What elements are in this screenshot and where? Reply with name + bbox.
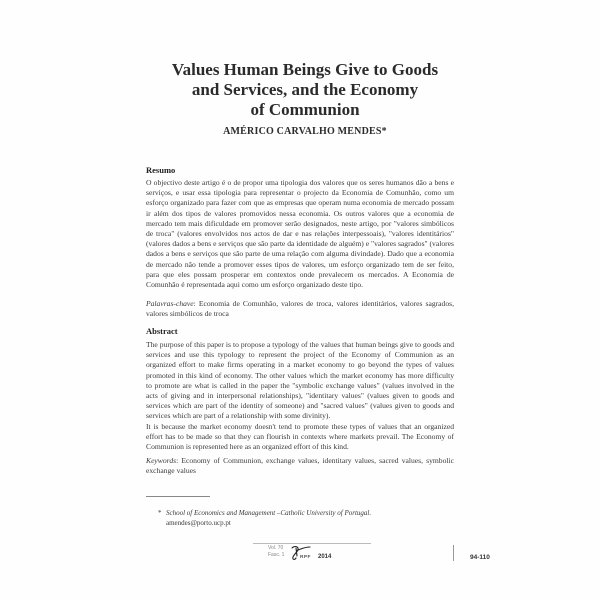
footnote-marker: * xyxy=(158,509,162,517)
resumo-paragraph: O objectivo deste artigo é o de propor uma tipologia dos valores que os seres humanos dão a bens e serviços, e usar essa tipologia para representar o projecto da Economia de Comunhão, como um esforço organizado para fazer com que as empresas que operam numa economia de mercado possam ir além dos tipos de valores promovidos nessa economia. Os outros valores que a economia de mercado tem mais dificuldade em promover serão designados, neste artigo, por "valores simbólicos de troca" (valores envolvidos nos actos de dar e nas relações interpessoais), "valores identitários" (valores dados a bens e serviços que são parte da identidade de alguém) e "valores sagrados" (valores dados a bens e serviços que são parte de uma relação com alguma divindade). Dado que a economia de mercado não tende a promover esses tipos de valores, um esforço organizado tem de ser feito, para que eles possam prosperar em contextos onde prevalecem os mercados. A Economia de Comunhão é representada aqui como um esforço organizado deste tipo. xyxy=(146,178,454,290)
journal-volume-info xyxy=(268,545,284,559)
journal-volume: Vol. 70 xyxy=(268,545,284,551)
title-line: and Services, and the Economy xyxy=(191,80,419,99)
page-side-marker xyxy=(453,545,454,561)
footnote-affiliation: School of Economics and Management –Catholic University of Portugal. xyxy=(166,509,372,517)
abstract-body xyxy=(146,340,454,452)
keywords-list: : Economia de Comunhão, valores de troca, valores identitários, valores sagrados, valores simbólicos de troca xyxy=(146,299,454,319)
author-name: AMÉRICO CARVALHO MENDES* xyxy=(223,126,387,137)
keywords-label: Palavras-chave xyxy=(146,299,194,308)
author-footnote xyxy=(158,508,426,528)
abstract-heading: Abstract xyxy=(146,326,178,336)
journal-abbreviation: RPF xyxy=(300,555,311,560)
footer-divider xyxy=(253,543,371,544)
abstract-keywords xyxy=(146,456,454,476)
journal-fascicle: Fasc. 1 xyxy=(268,552,285,558)
footnote-divider xyxy=(146,496,210,497)
resumo-keywords xyxy=(146,299,454,319)
keywords-list: : Economy of Communion, exchange values, identitary values, sacred values, symbolic exchange values xyxy=(146,456,454,476)
resumo-heading: Resumo xyxy=(146,165,176,175)
resumo-body xyxy=(146,178,454,290)
publication-year: 2014 xyxy=(318,554,332,560)
abstract-paragraph: It is because the market economy doesn't tend to promote these types of values that an organized effort has to be made so that they can flourish in contexts where markets prevail. The Economy of Communion is represented here as an organized effort of this kind. xyxy=(146,421,454,452)
page-range: 94-110 xyxy=(470,554,490,561)
abstract-paragraph: The purpose of this paper is to propose a typology of the values that human beings give to goods and services and use this typology to represent the project of the Economy of Communion as an organized effort to make firms operating in a market economy to go beyond the types of values promoted in this kind of economy. The other values which the market economy has more difficulty to promote are what is called in the paper the "symbolic exchange values" (values involved in the acts of giving and in interpersonal relationships), "identitary values" (values given to goods and services which are part of the identity of someone) and "sacred values" (values given to goods and services which are part of a relationship with some divinity). xyxy=(146,340,454,421)
footnote-email[interactable]: amendes@porto.ucp.pt xyxy=(166,519,231,527)
keywords-label: Keywords xyxy=(146,456,177,465)
paper-title xyxy=(140,60,470,120)
title-line: Values Human Beings Give to Goods xyxy=(171,60,439,79)
title-line: of Communion xyxy=(250,100,360,119)
